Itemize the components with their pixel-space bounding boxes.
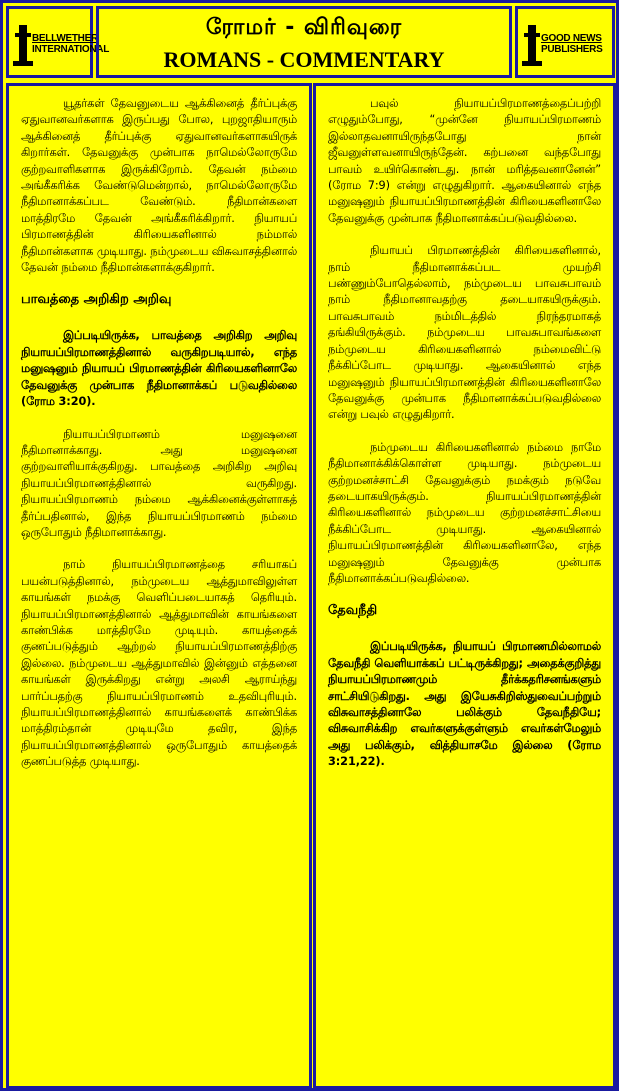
right-scripture-quote: இப்படியிருக்க, நியாயப் பிரமாணமில்லாமல் தேவநீதி வெளியாக்கப் பட்டிருக்கிறது; அதைக்குறித்து நியாயப்பிரமாணமும் தீர்க்கதரிசனங்களும் சாட்சியிடுகிறது. அது இயேசுகிறிஸ்துவைப்பற்றும் விசுவாசத்தினாலே பலிக்கும் தேவநீதியே; விசுவாசிக்கிற எவர்களுக்குள்ளும் எவர்கள்மேலும் அது பலிக்கும், வித்தியாசமே இல்லை (ரோம 3:21,22). <box>328 640 601 769</box>
title-english: ROMANS - COMMENTARY <box>163 47 445 72</box>
header <box>3 3 616 83</box>
left-paragraph-3: நியாயப்பிரமாணம் மனுஷனை நீதிமானாக்காது. அது மனுஷனை குற்றவாளியாக்குகிறது. பாவத்தை அறிகிற அறிவு நியாயப்பிரமாணத்தினால் வருகிறது. நியாயப்பிரமாணம் நம்மை ஆக்கினைக்குள்ளாகத் தீர்ப்பதினால், இந்த நியாயப்பிரமாணம் நம்மை ஒருபோதும் நீதிமானாக்காது. <box>21 427 297 539</box>
lighthouse-icon <box>19 25 27 65</box>
good-news-logo-inner <box>524 19 603 69</box>
left-column <box>6 83 312 1089</box>
right-paragraph-1: பவுல் நியாயப்பிரமாணத்தைப்பற்றி எழுதும்போது, “முன்னே நியாயப்பிரமாணம் இல்லாதவனாயிருந்தபோது நான் ஜீவனுள்ளவனாயிருந்தேன். கற்பனை வந்தபோது பாவம் உயிர்கொண்டது. நான் மரித்தவனானேன்” (ரோம 7:9) என்று எழுதுகிறார். ஆகையினால் எந்த மனுஷனும் நியாயப்பிரமாணத்தின் கிரியைகளினாலே தேவனுக்கு முன்பாக நீதிமானாக்கப்படுவதில்லை. <box>328 97 601 225</box>
title-box <box>96 6 512 78</box>
bellwether-logo-inner <box>15 19 110 69</box>
good-news-logo <box>515 6 615 78</box>
good-news-logo-text <box>541 33 602 55</box>
right-column <box>313 83 616 1089</box>
bellwether-logo-line2: INTERNATIONAL <box>32 44 110 55</box>
title-tamil: ரோமர் - விரிவுரை <box>205 15 403 40</box>
lighthouse-icon <box>528 25 536 65</box>
bellwether-logo <box>6 6 110 78</box>
right-paragraph-2: நியாயப் பிரமாணத்தின் கிரியைகளினால், நாம் நீதிமானாக்கப்பட முயற்சி பண்ணும்போதெல்லாம், நம்முடைய பாவசுபாவம் நாம் நீதிமானாவதற்கு தடையாகயிருக்கும். பாவசுபாவம் நம்மிடத்தில் நிரந்தரமாகத் தங்கியிருக்கும். நம்முடைய பாவசுபாவங்களை நம்முடைய கிரியைகளினால் நம்மைவிட்டு நீக்கிப்போட முடியாது. ஆகையினால் எந்த மனுஷனும் நியாயப்பிரமாணத்தின் கிரியைகளினாலே தேவனுக்கு முன்பாக நீதிமானாக்கப்படுவதில்லை என்று பவுல் எழுதுகிறார். <box>328 244 601 422</box>
bellwether-logo-line1: BELLWETHER <box>32 33 98 44</box>
good-news-logo-line2: PUBLISHERS <box>541 44 603 55</box>
section-heading-righteousness-of-god: தேவநீதி <box>328 603 378 619</box>
right-paragraph-3: நம்முடைய கிரியைகளினால் நம்மை நாமே நீதிமானாக்கிக்கொள்ள முடியாது. நம்முடைய குற்றமனச்சாட்சி தேவனுக்கும் நமக்கும் நடுவே தடையாகயிருக்கும். நியாயப்பிரமாணத்தின் கிரியைகளினால் நம்முடைய குற்றமனச்சாட்சியை நீக்கிப்போட முடியாது. ஆகையினால் நியாயப்பிரமாணத்தின் கிரியைகளினாலே, எந்த மனுஷனும் தேவனுக்கு முன்பாக நீதிமானாக்கப்படுவதில்லை. <box>328 440 601 585</box>
left-scripture-quote: இப்படியிருக்க, பாவத்தை அறிகிற அறிவு நியாயப்பிரமாணத்தினால் வருகிறபடியால், எந்த மனுஷனும் நியாயப் பிரமாணத்தின் கிரியைகளினாலே தேவனுக்கு முன்பாக நீதிமானாக்கப் படுவதில்லை (ரோம 3:20). <box>21 329 297 409</box>
left-paragraph-4: நாம் நியாயப்பிரமாணத்தை சரியாகப் பயன்படுத்தினால், நம்முடைய ஆத்துமாவிலுள்ள காயங்கள் நமக்கு வெளிப்படையாகத் தெரியும். நியாயப்பிரமாணத்தினால் ஆத்துமாவின் காயங்களை காண்பிக்க மாத்திரமே முடியும். காயத்தைக் குணப்படுத்தும் ஆற்றல் நியாயப்பிரமாணத்திற்கு இல்லை. நம்முடைய ஆத்துமாவில் இன்னும் எத்தனை காயங்கள் இருக்கிறது என்று அலசி ஆராய்ந்து பார்ப்பதற்கு நியாயப்பிரமாணம் உதவிபுரியும். நியாயப்பிரமாணத்தினால் காயங்களைக் காண்பிக்க மாத்திரம்தான் முடியுமே தவிர, இந்த நியாயப்பிரமாணத்தினால் ஒருபோதும் காயத்தைக் குணப்படுத்த முடியாது. <box>21 558 297 769</box>
left-paragraph-1: யூதர்கள் தேவனுடைய ஆக்கினைத் தீர்ப்புக்கு ஏதுவானவர்களாக இருப்பது போல, புறஜாதியாரும் ஆக்கினைத் தீர்ப்புக்கு ஏதுவானவர்களாகயிருக் கிறார்கள். தேவனுக்கு முன்பாக நாமெல்லோருமே குற்றவாளிகளாக இருக்கிறோம். தேவன் நம்மை அங்கீகரிக்க வேண்டுமென்றால், நாமெல்லோருமே நீதிமானாக்கப்பட வேண்டும். நீதிமான்களை மாத்திரமே தேவன் அங்கீகரிக்கிறார். நியாயப் பிரமாணத்தின் கிரியைகளினால் நம்மால் நீதிமான்களாக முடியாது. நம்முடைய விசுவாசத்தினால் தேவன் நம்மை நீதிமான்களாக்குகிறார். <box>21 97 297 275</box>
section-heading-knowledge-of-sin: பாவத்தை அறிகிற அறிவு <box>21 292 172 308</box>
good-news-logo-line1: GOOD NEWS <box>541 33 602 44</box>
